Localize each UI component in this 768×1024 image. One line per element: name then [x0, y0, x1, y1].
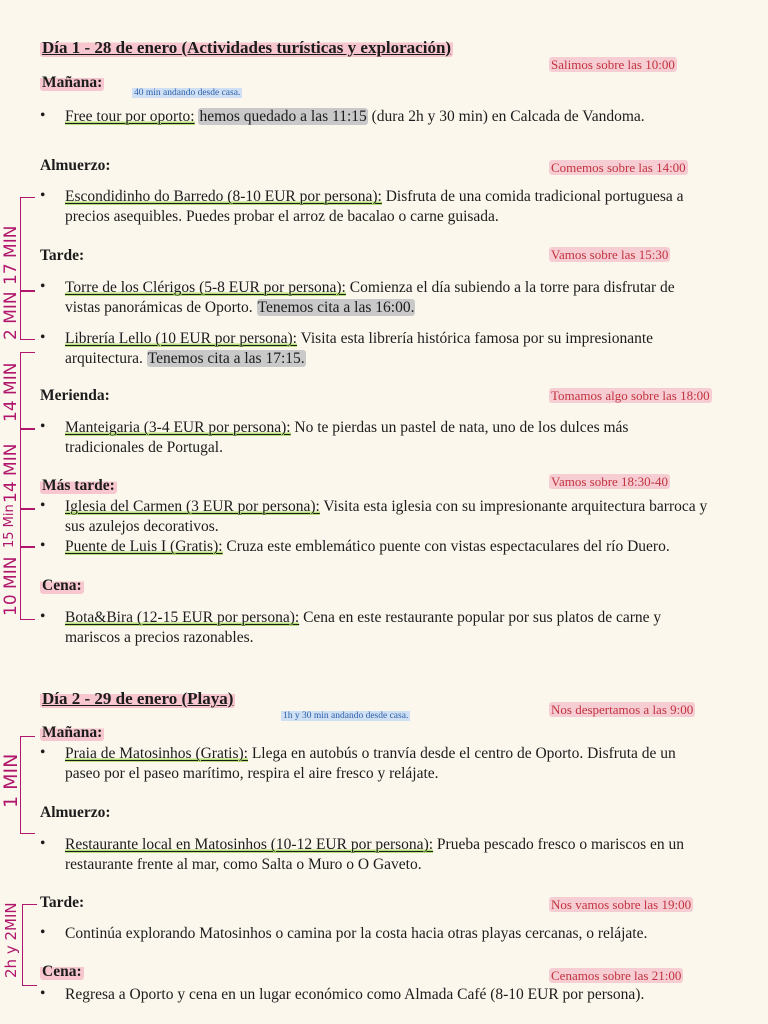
list-item: Torre de los Clérigos (5-8 EUR por persona): Comienza el día subiendo a la torre para disfrutar de vistas panorámicas de Oporto. Tenemos cita a las 16:00. — [65, 279, 675, 316]
activity-link: Puente de Luis I (Gratis): — [65, 538, 223, 555]
bullet: • — [40, 329, 46, 346]
margin-brace — [22, 904, 37, 986]
handwritten-note: 2h y 2MIN — [2, 902, 20, 978]
list-item: Puente de Luis I (Gratis): Cruza este emblemático puente con vistas espectaculares del río Duero. — [65, 538, 670, 555]
handwritten-note: 14 MIN — [1, 443, 21, 503]
day1-lunch-heading: Almuerzo: — [40, 157, 111, 174]
activity-link: Restaurante local en Matosinhos (10-12 EUR por persona): — [65, 836, 434, 853]
day2-morning-heading: Mañana: — [42, 724, 103, 741]
day1-dinner-heading: Cena: — [42, 577, 82, 594]
bullet: • — [40, 497, 46, 514]
list-item: Regresa a Oporto y cena en un lugar económico como Almada Café (8-10 EUR por persona). — [65, 986, 645, 1003]
list-item: Librería Lello (10 EUR por persona): Visita esta librería histórica famosa por su impresionante arquitectura. Tenemos cita a las 17:15. — [65, 330, 654, 367]
handwritten-note: 2 MIN — [1, 291, 21, 340]
activity-link: Praia de Matosinhos (Gratis): — [65, 745, 248, 762]
bullet: • — [40, 744, 46, 761]
list-item: Bota&Bira (12-15 EUR por persona): Cena en este restaurante popular por sus platos de carne y mariscos a precios razonables. — [65, 609, 662, 646]
activity-link: Librería Lello (10 EUR por persona): — [65, 330, 297, 347]
bullet: • — [40, 835, 46, 852]
day2-lunch-heading: Almuerzo: — [40, 804, 111, 821]
handwritten-note: 14 MIN — [1, 362, 21, 422]
day2-morning-note: Nos despertamos a las 9:00 — [551, 702, 694, 717]
bullet: • — [40, 418, 46, 435]
day2-walk-note: 1h y 30 min andando desde casa. — [283, 711, 409, 721]
day2-dinner-heading: Cena: — [42, 963, 82, 980]
bullet: • — [40, 985, 46, 1002]
day2-dinner-note: Cenamos sobre las 21:00 — [551, 968, 682, 983]
activity-link: Escondidinho do Barredo (8-10 EUR por persona): — [65, 188, 382, 205]
activity-link: Free tour por oporto: — [65, 108, 195, 125]
day1-afternoon-heading: Tarde: — [40, 247, 85, 264]
activity-link: Torre de los Clérigos (5-8 EUR por persona): — [65, 279, 346, 296]
margin-brace — [20, 197, 35, 292]
day2-afternoon-heading: Tarde: — [40, 894, 85, 911]
day1-later-note: Vamos sobre 18:30-40 — [551, 474, 668, 489]
list-item: Free tour por oporto: hemos quedado a las 11:15 (dura 2h y 30 min) en Calcada de Vandoma. — [65, 108, 645, 125]
bullet: • — [40, 187, 46, 204]
day1-walk-note: 40 min andando desde casa. — [134, 88, 241, 98]
day1-later-heading: Más tarde: — [42, 477, 115, 494]
activity-link: Bota&Bira (12-15 EUR por persona): — [65, 609, 300, 626]
margin-brace — [20, 428, 35, 510]
bullet: • — [40, 608, 46, 625]
handwritten-note: 15 Min — [2, 504, 17, 548]
list-item: Iglesia del Carmen (3 EUR por persona): Visita esta iglesia con su impresionante arquitectura barroca y sus azulejos decorativos. — [65, 498, 708, 535]
list-item: Restaurante local en Matosinhos (10-12 EUR por persona): Prueba pescado fresco o mariscos en un restaurante frente al mar, como Salta o Muro o O Gaveto. — [65, 836, 684, 873]
margin-brace — [20, 736, 35, 834]
activity-link: Iglesia del Carmen (3 EUR por persona): — [65, 498, 320, 515]
list-item: Continúa explorando Matosinhos o camina por la costa hacia otras playas cercanas, o relájate. — [65, 925, 648, 942]
bullet: • — [40, 107, 46, 124]
margin-brace — [20, 290, 35, 340]
margin-brace — [20, 508, 35, 548]
day1-afternoon-note: Vamos sobre las 15:30 — [551, 247, 669, 262]
handwritten-note: 10 MIN — [1, 556, 21, 616]
day1-snack-note: Tomamos algo sobre las 18:00 — [551, 388, 710, 403]
handwritten-note: 17 MIN — [1, 225, 21, 285]
list-item: Manteigaria (3-4 EUR por persona): No te pierdas un pastel de nata, uno de los dulces más tradicionales de Portugal. — [65, 419, 629, 456]
day1-title: Día 1 - 28 de enero (Actividades turísticas y exploración) — [42, 38, 452, 57]
day1-morning-heading: Mañana: — [42, 74, 103, 91]
bullet: • — [40, 924, 46, 941]
activity-link: Manteigaria (3-4 EUR por persona): — [65, 419, 291, 436]
day2-title: Día 2 - 29 de enero (Playa) — [42, 689, 234, 708]
day1-snack-heading: Merienda: — [40, 387, 110, 404]
bullet: • — [40, 278, 46, 295]
handwritten-note: 1 MIN — [0, 753, 22, 808]
day1-lunch-note: Comemos sobre las 14:00 — [551, 160, 686, 175]
bullet: • — [40, 537, 46, 554]
day1-morning-note: Salimos sobre las 10:00 — [551, 57, 675, 72]
margin-brace — [20, 546, 35, 620]
list-item: Praia de Matosinhos (Gratis): Llega en autobús o tranvía desde el centro de Oporto. Disfruta de un paseo por el paseo marítimo, respira el aire fresco y relájate. — [65, 745, 676, 782]
list-item: Escondidinho do Barredo (8-10 EUR por persona): Disfruta de una comida tradicional portuguesa a precios asequibles. Puedes probar el arroz de bacalao o carne guisada. — [65, 188, 684, 225]
margin-brace — [20, 352, 35, 430]
day2-afternoon-note: Nos vamos sobre las 19:00 — [551, 897, 692, 912]
